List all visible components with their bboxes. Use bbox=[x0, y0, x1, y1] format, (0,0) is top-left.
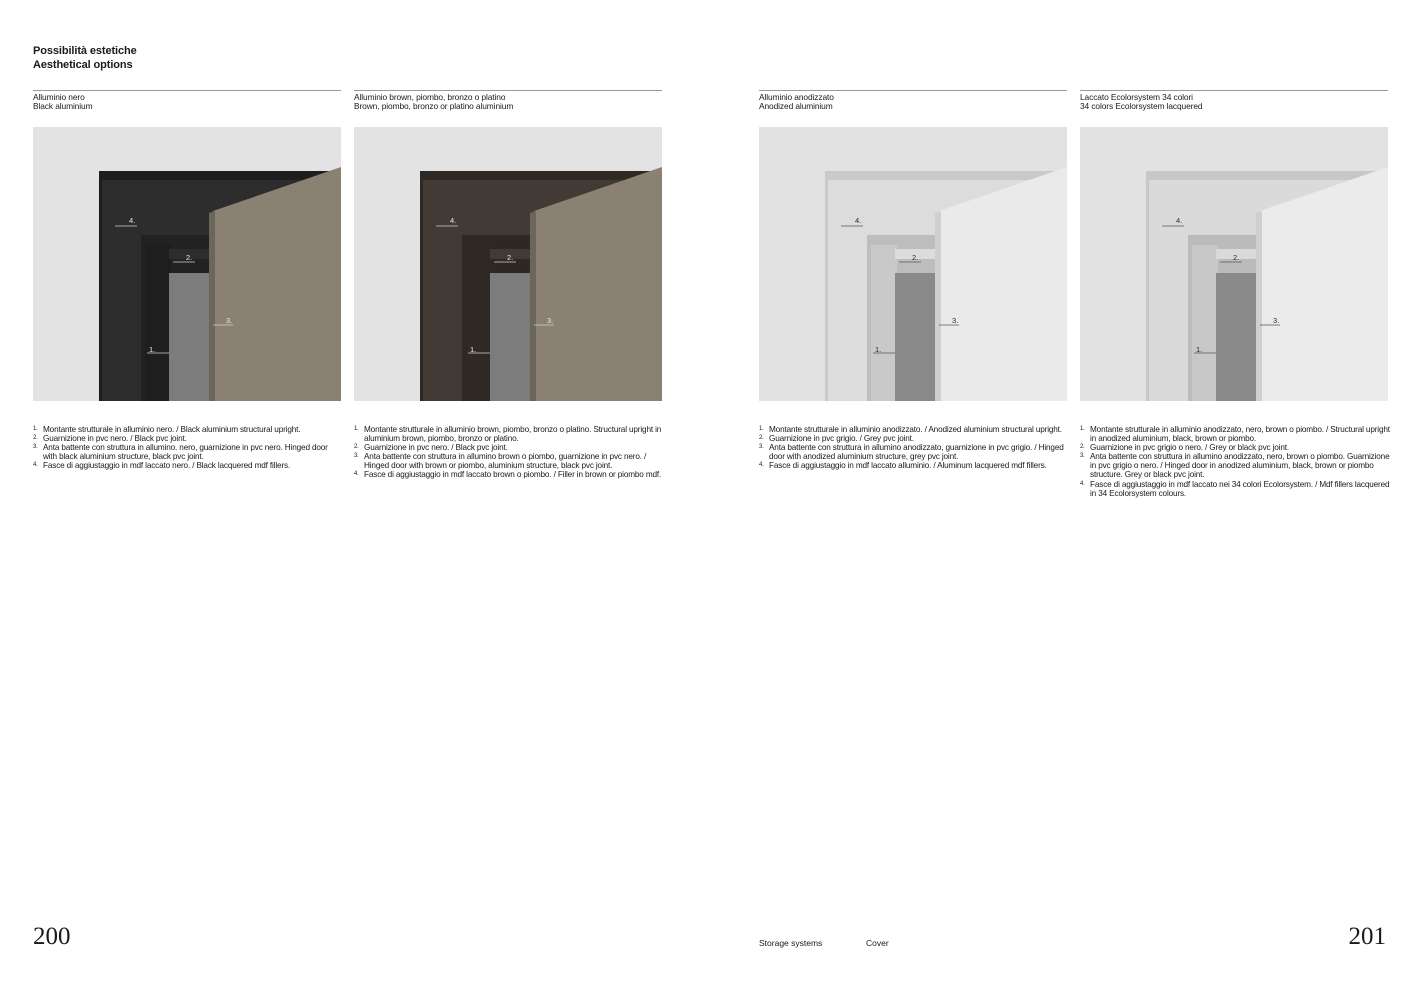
callout-label: 3. bbox=[547, 316, 554, 325]
note-text: Anta battente con struttura in allumino anodizzato, guarnizione in pvc grigio. / Hinged door with anodized aluminium structure, grey pvc joint. bbox=[769, 443, 1064, 462]
callout-label: 3. bbox=[1273, 316, 1280, 325]
finish-caption-it: Alluminio brown, piombo, bronzo o platino bbox=[354, 92, 506, 102]
callout-label: 3. bbox=[952, 316, 959, 325]
note-item bbox=[759, 443, 1069, 461]
note-item bbox=[33, 425, 343, 434]
callout-label: 4. bbox=[855, 216, 862, 225]
note-text: Guarnizione in pvc nero. / Black pvc joint. bbox=[43, 434, 187, 444]
note-number: 3. bbox=[354, 453, 359, 460]
storage-systems-link[interactable]: Storage systems bbox=[759, 938, 823, 948]
callout-label: 1. bbox=[1196, 345, 1203, 354]
note-item bbox=[33, 434, 343, 443]
note-item bbox=[759, 461, 1069, 470]
door-illustration bbox=[1080, 127, 1388, 401]
column-rule bbox=[759, 90, 1067, 91]
note-number: 1. bbox=[759, 426, 764, 432]
callout-label: 1. bbox=[875, 345, 882, 354]
note-item bbox=[354, 452, 664, 470]
callout-label: 4. bbox=[1176, 216, 1183, 225]
callout-label: 2. bbox=[1233, 253, 1240, 262]
callout-label: 2. bbox=[507, 253, 514, 262]
callout-label: 3. bbox=[226, 316, 233, 325]
note-item bbox=[1080, 425, 1390, 443]
column-rule bbox=[33, 90, 341, 91]
column-rule bbox=[1080, 90, 1388, 91]
note-number: 3. bbox=[33, 444, 38, 451]
callout-label: 1. bbox=[149, 345, 156, 354]
callout-label: 4. bbox=[129, 216, 136, 225]
callout-label: 1. bbox=[470, 345, 477, 354]
door-illustration bbox=[354, 127, 662, 401]
door-photo bbox=[33, 127, 341, 401]
note-text: Montante strutturale in alluminio nero. / Black aluminium structural upright. bbox=[43, 425, 301, 434]
finish-caption-en: 34 colors Ecolorsystem lacquered bbox=[1080, 101, 1203, 111]
finish-caption bbox=[1080, 93, 1388, 111]
note-number: 3. bbox=[759, 444, 764, 451]
note-text: Anta battente con struttura in allumino anodizzato, nero, brown o piombo. Guarnizione in pvc grigio o nero. / Hinged door in anodized aluminium, black, brown or piombo structure. Grey or black pvc joint. bbox=[1090, 452, 1390, 480]
note-number: 1. bbox=[354, 426, 359, 432]
notes-list bbox=[1080, 425, 1390, 498]
note-text: Anta battente con struttura in allumino. nero, guarnizione in pvc nero. Hinged door with black aluminium structure, black pvc joint. bbox=[43, 443, 328, 462]
note-number: 4. bbox=[759, 462, 764, 469]
notes-list bbox=[33, 425, 343, 470]
note-number: 2. bbox=[759, 435, 764, 442]
finish-column-lacquered bbox=[1080, 90, 1390, 498]
callout-label: 2. bbox=[186, 253, 193, 262]
finish-caption-en: Black aluminium bbox=[33, 101, 93, 111]
note-number: 1. bbox=[1080, 426, 1085, 432]
door-illustration bbox=[759, 127, 1067, 401]
finish-caption bbox=[759, 93, 1067, 111]
note-item bbox=[1080, 452, 1390, 479]
notes-list bbox=[759, 425, 1069, 470]
note-item bbox=[1080, 443, 1390, 452]
note-item bbox=[33, 461, 343, 470]
note-item bbox=[759, 434, 1069, 443]
finish-caption-en: Anodized aluminium bbox=[759, 101, 833, 111]
page-number-left: 200 bbox=[33, 923, 71, 950]
cover-link[interactable]: Cover bbox=[866, 938, 889, 948]
callout-label: 4. bbox=[450, 216, 457, 225]
finish-column-anodized bbox=[759, 90, 1067, 471]
note-text: Montante strutturale in alluminio brown, piombo, bronzo o platino. Structural upright in aluminium brown, piombo, bronzo or platino. bbox=[364, 425, 662, 444]
note-number: 3. bbox=[1080, 453, 1085, 460]
section-title-it: Possibilità estetiche bbox=[33, 45, 137, 57]
door-photo bbox=[354, 127, 662, 401]
finish-column-brown bbox=[354, 90, 662, 480]
note-item bbox=[1080, 480, 1390, 498]
note-text: Fasce di aggiustaggio in mdf laccato nero. / Black lacquered mdf fillers. bbox=[43, 461, 291, 471]
note-number: 2. bbox=[354, 444, 359, 451]
note-text: Fasce di aggiustaggio in mdf laccato nei 34 colori Ecolorsystem. / Mdf fillers lacquered in 34 Ecolorsystem colours. bbox=[1090, 479, 1390, 498]
note-text: Guarnizione in pvc grigio o nero. / Grey or black pvc joint. bbox=[1090, 443, 1289, 453]
note-text: Fasce di aggiustaggio in mdf laccato brown o piombo. / Filler in brown or piombo mdf. bbox=[364, 470, 662, 480]
note-item bbox=[759, 425, 1069, 434]
note-text: Montante strutturale in alluminio anodizzato, nero, brown o piombo. / Structural upright in anodized aluminium, black, brown or piombo. bbox=[1090, 425, 1390, 444]
finish-caption-en: Brown, piombo, bronzo or platino aluminium bbox=[354, 101, 514, 111]
note-text: Fasce di aggiustaggio in mdf laccato alluminio. / Aluminum lacquered mdf fillers. bbox=[769, 461, 1047, 471]
note-text: Montante strutturale in alluminio anodizzato. / Anodized aluminium structural upright. bbox=[769, 425, 1062, 434]
note-item bbox=[33, 443, 343, 461]
note-number: 4. bbox=[33, 462, 38, 469]
note-item bbox=[354, 425, 664, 443]
callout-label: 2. bbox=[912, 253, 919, 262]
page-number-right: 201 bbox=[1348, 923, 1386, 950]
note-item bbox=[354, 443, 664, 452]
door-photo bbox=[1080, 127, 1388, 401]
notes-list bbox=[354, 425, 664, 480]
note-text: Guarnizione in pvc nero. / Black pvc joint. bbox=[364, 443, 508, 453]
note-text: Guarnizione in pvc grigio. / Grey pvc joint. bbox=[769, 434, 914, 444]
section-title bbox=[33, 44, 137, 72]
door-illustration bbox=[33, 127, 341, 401]
finish-caption-it: Laccato Ecolorsystem 34 colori bbox=[1080, 92, 1193, 102]
finish-caption-it: Alluminio anodizzato bbox=[759, 92, 834, 102]
section-title-en: Aesthetical options bbox=[33, 59, 133, 71]
note-number: 4. bbox=[354, 471, 359, 478]
column-rule bbox=[354, 90, 662, 91]
note-item bbox=[354, 470, 664, 479]
finish-caption-it: Alluminio nero bbox=[33, 92, 85, 102]
finish-column-black bbox=[33, 90, 341, 471]
note-number: 4. bbox=[1080, 480, 1085, 487]
note-number: 1. bbox=[33, 426, 38, 432]
note-number: 2. bbox=[33, 435, 38, 442]
finish-caption bbox=[354, 93, 662, 111]
note-number: 2. bbox=[1080, 444, 1085, 451]
door-photo bbox=[759, 127, 1067, 401]
finish-caption bbox=[33, 93, 341, 111]
note-text: Anta battente con struttura in allumino brown o piombo, guarnizione in pvc nero. / Hinged door with brown or piombo, aluminium structure, black pvc joint. bbox=[364, 452, 647, 471]
